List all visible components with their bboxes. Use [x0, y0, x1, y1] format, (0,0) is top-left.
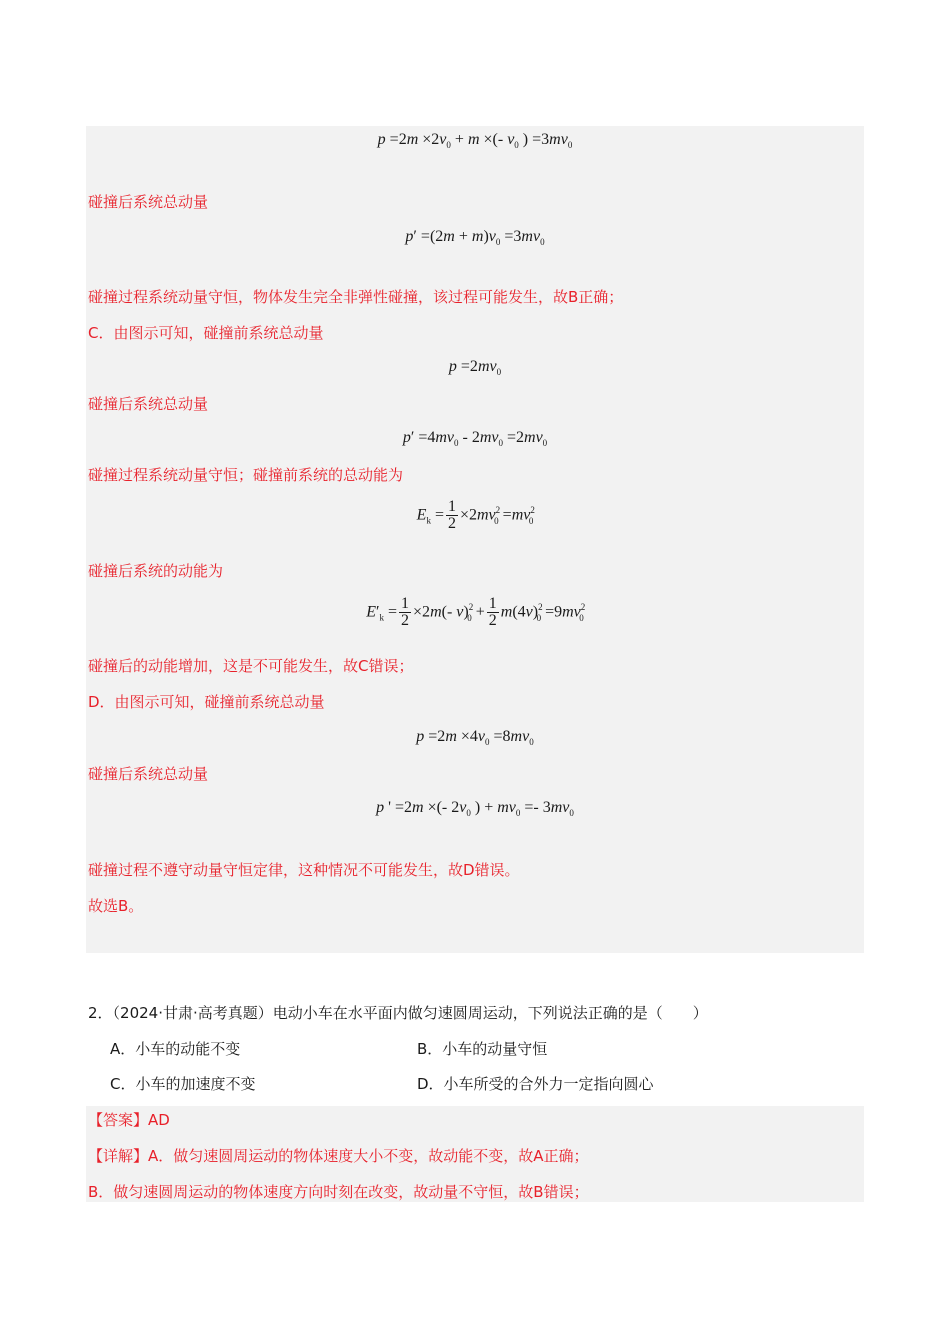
- answer-tag: 【答案】: [88, 1111, 149, 1129]
- formula-p-after-c: $p' =4mv_0 - 2mv_0 =2mv_0$: [402, 429, 548, 449]
- option-a: A．小车的动能不变: [110, 1040, 241, 1058]
- formula-p-before-b: $p =2m \times 2v_0 + m$ ×(- $v_0$ ) $=3mv_0$: [377, 131, 573, 151]
- formula-ek-after: $E'_k$ = $\frac{1}{2}$ ×2m(- v)$^2_0$ + $\frac{1}{2}$ $m(4v)^2_0 =9mv^2_0$: [366, 595, 586, 630]
- text-d-intro: D．由图示可知，碰撞前系统总动量: [88, 693, 325, 711]
- formula-p-after-d: p ' =2m ×(- $2v_0$ ) + $mv_0 =- 3mv_0$: [376, 799, 574, 819]
- formula-ek-before: $E_k$ = $\frac{1}{2}$ $\times 2mv^2_0 =mv^2_0$: [416, 498, 535, 533]
- text-after-total-1: 碰撞后系统总动量: [88, 193, 209, 211]
- text-b-conclusion: 碰撞过程系统动量守恒，物体发生完全非弹性碰撞，该过程可能发生，故B正确；: [88, 288, 624, 306]
- text-after-total-3: 碰撞后系统总动量: [88, 765, 209, 783]
- detail-a: A．做匀速圆周运动的物体速度大小不变，故动能不变，故A正确；: [148, 1147, 589, 1165]
- text-c-ke-before: 碰撞过程系统动量守恒；碰撞前系统的总动能为: [88, 466, 404, 484]
- detail-line-b: B．做匀速圆周运动的物体速度方向时刻在改变，故动量不守恒，故B错误；: [88, 1183, 589, 1201]
- option-c: C．小车的加速度不变: [110, 1075, 256, 1093]
- text-d-conclusion: 碰撞过程不遵守动量守恒定律，这种情况不可能发生，故D错误。: [88, 861, 520, 879]
- formula-p-before-d: $p =2m \times 4v_0 =8mv_0$: [416, 728, 534, 748]
- formula-p-before-c: $p =2mv_0$: [448, 358, 502, 378]
- question-2-stem: 2．（2024·甘肃·高考真题）电动小车在水平面内做匀速圆周运动，下列说法正确的是（ ）: [88, 1004, 708, 1022]
- answer-value: AD: [148, 1111, 170, 1129]
- detail-line-a: [88, 1146, 589, 1166]
- formula-p-after-b: $p' =(2m + m)v_0 =3mv_0$: [405, 228, 545, 248]
- option-b: B．小车的动量守恒: [417, 1040, 548, 1058]
- text-c-ke-after: 碰撞后系统的动能为: [88, 562, 224, 580]
- text-after-total-2: 碰撞后系统总动量: [88, 395, 209, 413]
- text-c-intro: C．由图示可知，碰撞前系统总动量: [88, 324, 324, 342]
- text-c-conclusion: 碰撞后的动能增加，这是不可能发生，故C错误；: [88, 657, 414, 675]
- detail-tag: 【详解】: [88, 1147, 149, 1165]
- answer-line: [88, 1110, 170, 1130]
- text-final-answer: 故选B。: [88, 897, 144, 915]
- option-d: D．小车所受的合外力一定指向圆心: [417, 1075, 654, 1093]
